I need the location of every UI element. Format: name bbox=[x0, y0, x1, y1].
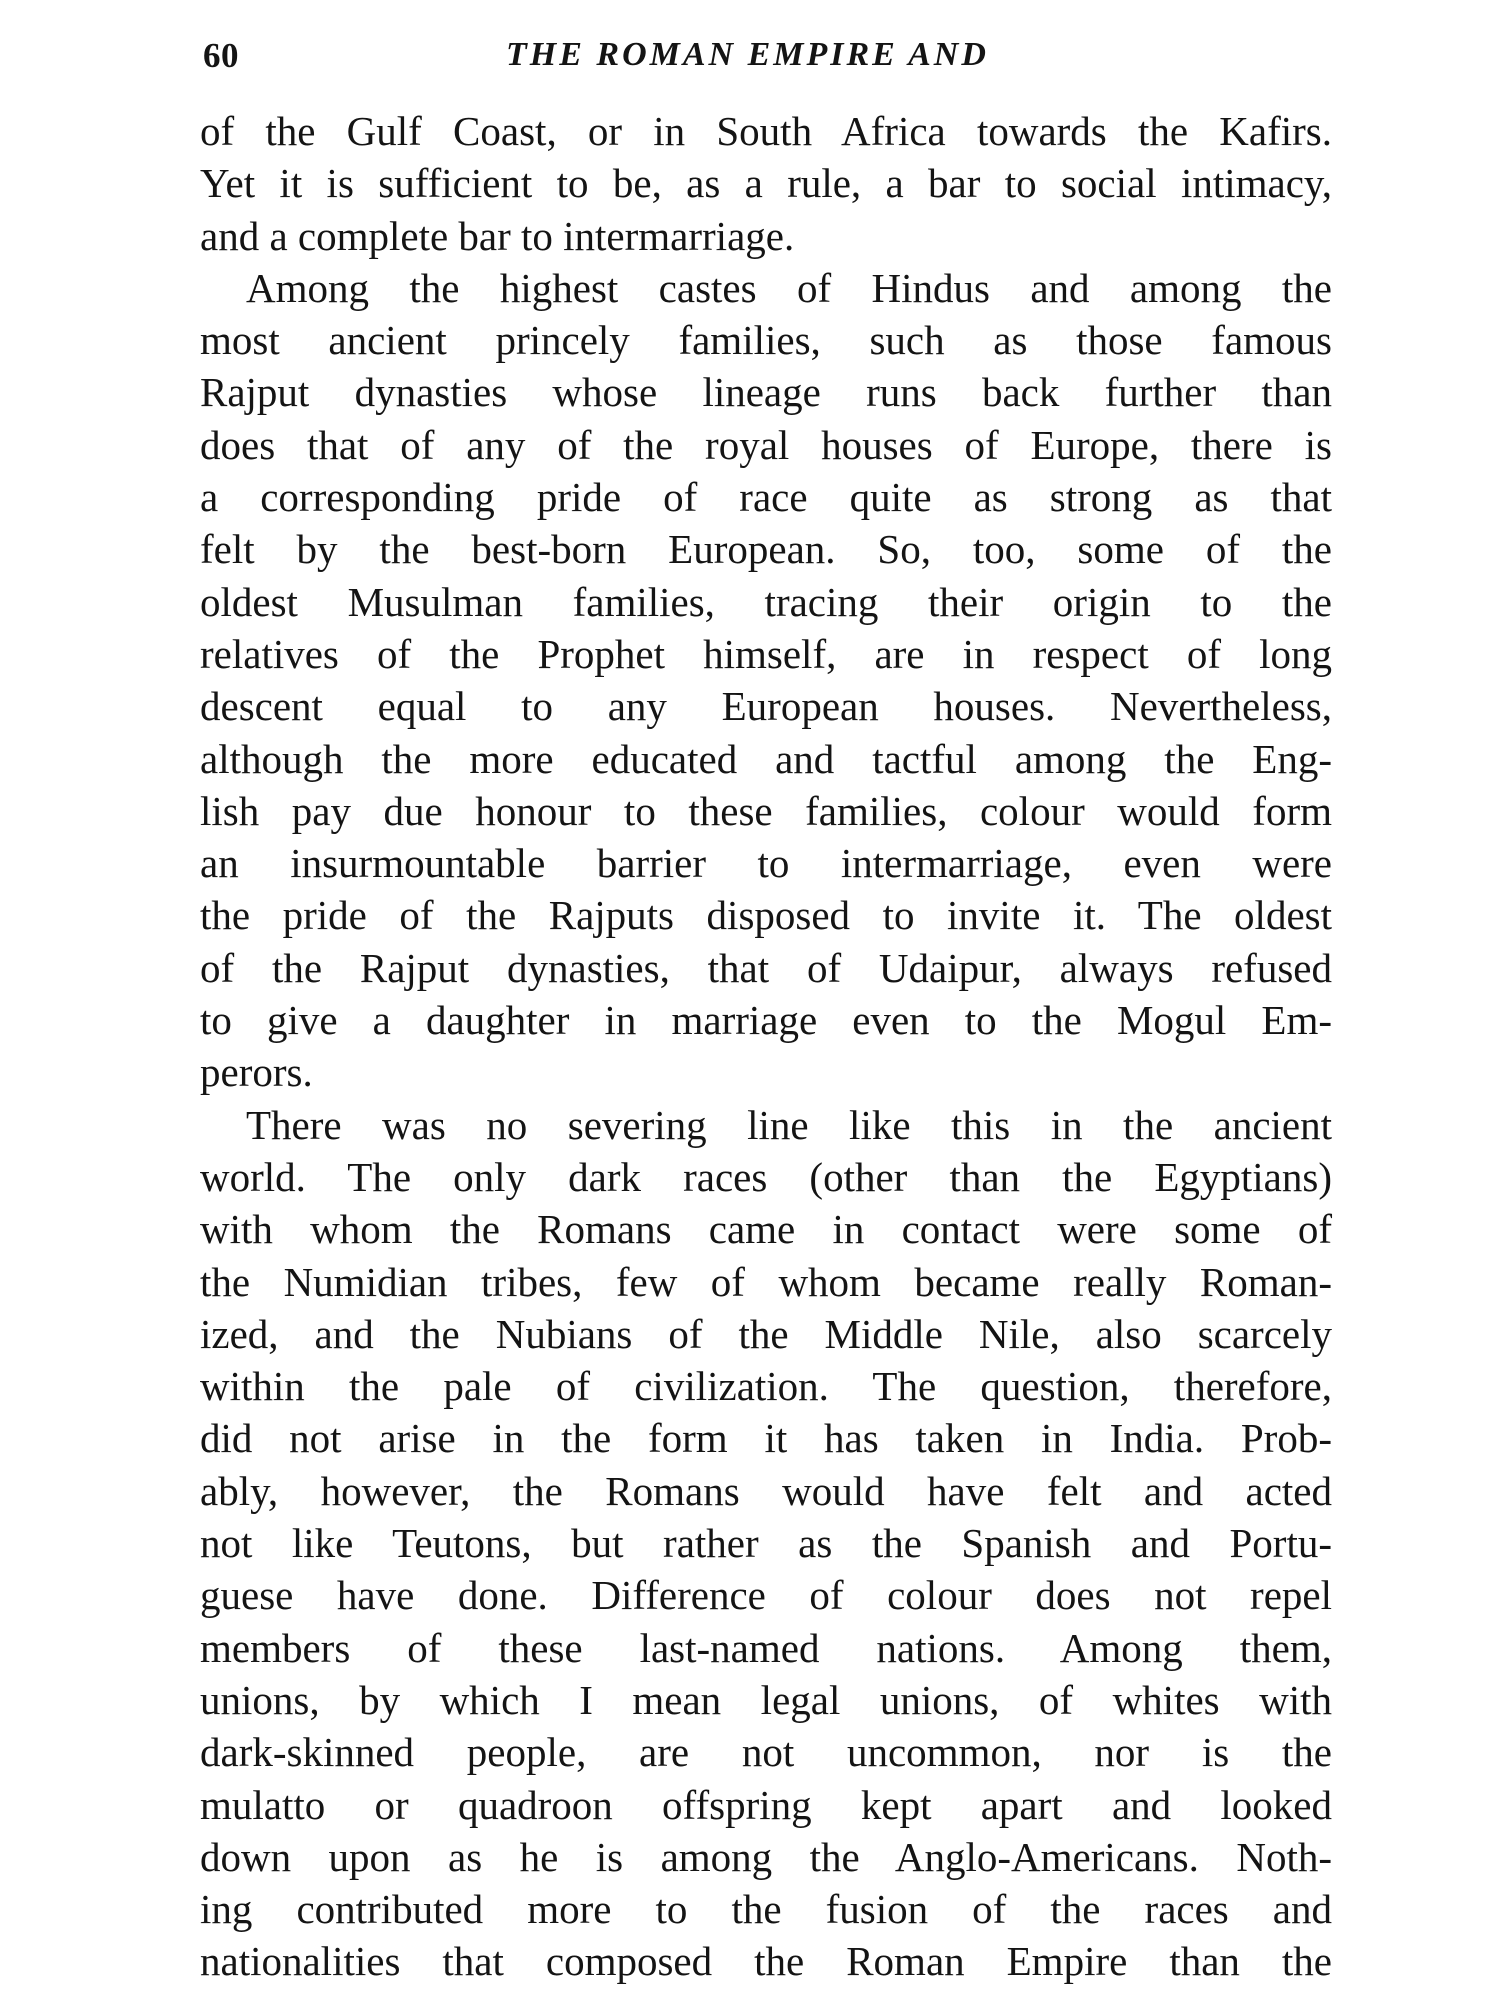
text-line: ably, however, the Romans would have felt and acted bbox=[200, 1467, 1332, 1514]
text-line: ized, and the Nubians of the Middle Nile, also scarcely bbox=[200, 1310, 1332, 1357]
text-line: most ancient princely families, such as those famous bbox=[200, 317, 1332, 364]
text-line: a corresponding pride of race quite as strong as that bbox=[200, 474, 1332, 521]
paragraph bbox=[200, 105, 1332, 262]
text-line: Rajput dynasties whose lineage runs back further than bbox=[200, 369, 1332, 416]
text-line: although the more educated and tactful among the Eng- bbox=[200, 735, 1332, 782]
text-line: Yet it is sufficient to be, as a rule, a bar to social intimacy, bbox=[200, 160, 1332, 207]
text-line: Among the highest castes of Hindus and among the bbox=[246, 264, 1332, 311]
text-line: the pride of the Rajputs disposed to invite it. The oldest bbox=[200, 892, 1332, 939]
text-line: dark-skinned people, are not uncommon, nor is the bbox=[200, 1729, 1332, 1776]
running-title: THE ROMAN EMPIRE AND bbox=[506, 36, 989, 73]
text-line: of the Rajput dynasties, that of Udaipur, always refused bbox=[200, 944, 1332, 991]
text-line: down upon as he is among the Anglo-Americans. Noth- bbox=[200, 1833, 1332, 1880]
text-line: to give a daughter in marriage even to the Mogul Em- bbox=[200, 997, 1332, 1044]
text-line: within the pale of civilization. The question, therefore, bbox=[200, 1363, 1332, 1410]
text-line: ing contributed more to the fusion of the races and bbox=[200, 1886, 1332, 1933]
text-line: the Numidian tribes, few of whom became really Roman- bbox=[200, 1258, 1332, 1305]
text-line: descent equal to any European houses. Nevertheless, bbox=[200, 683, 1332, 730]
text-line: did not arise in the form it has taken in India. Prob- bbox=[200, 1415, 1332, 1462]
text-line: does that of any of the royal houses of Europe, there is bbox=[200, 421, 1332, 468]
text-line: mulatto or quadroon offspring kept apart and looked bbox=[200, 1781, 1332, 1828]
text-line: felt by the best-born European. So, too, some of the bbox=[200, 526, 1332, 573]
text-line: an insurmountable barrier to intermarriage, even were bbox=[200, 840, 1332, 887]
text-line: world. The only dark races (other than the Egyptians) bbox=[200, 1153, 1332, 1200]
running-head bbox=[203, 36, 1333, 96]
text-line: members of these last-named nations. Among them, bbox=[200, 1624, 1332, 1671]
page-number: 60 bbox=[203, 36, 239, 75]
text-line: nationalities that composed the Roman Empire than the bbox=[200, 1938, 1332, 1985]
text-line: of the Gulf Coast, or in South Africa towards the Kafirs. bbox=[200, 108, 1332, 154]
text-line: oldest Musulman families, tracing their origin to the bbox=[200, 578, 1332, 625]
text-line: perors. bbox=[200, 1049, 313, 1096]
text-line: guese have done. Difference of colour does not repel bbox=[200, 1572, 1332, 1619]
text-line: There was no severing line like this in the ancient bbox=[246, 1101, 1332, 1148]
text-line: lish pay due honour to these families, colour would form bbox=[200, 787, 1332, 834]
body-text bbox=[200, 105, 1332, 1988]
paragraph bbox=[200, 1099, 1332, 1988]
text-line: not like Teutons, but rather as the Spanish and Portu- bbox=[200, 1520, 1332, 1567]
text-line: with whom the Romans came in contact were some of bbox=[200, 1206, 1332, 1253]
text-line: unions, by which I mean legal unions, of whites with bbox=[200, 1676, 1332, 1723]
text-line: and a complete bar to intermarriage. bbox=[200, 212, 795, 259]
paragraph bbox=[200, 262, 1332, 1099]
text-line: relatives of the Prophet himself, are in respect of long bbox=[200, 630, 1332, 677]
